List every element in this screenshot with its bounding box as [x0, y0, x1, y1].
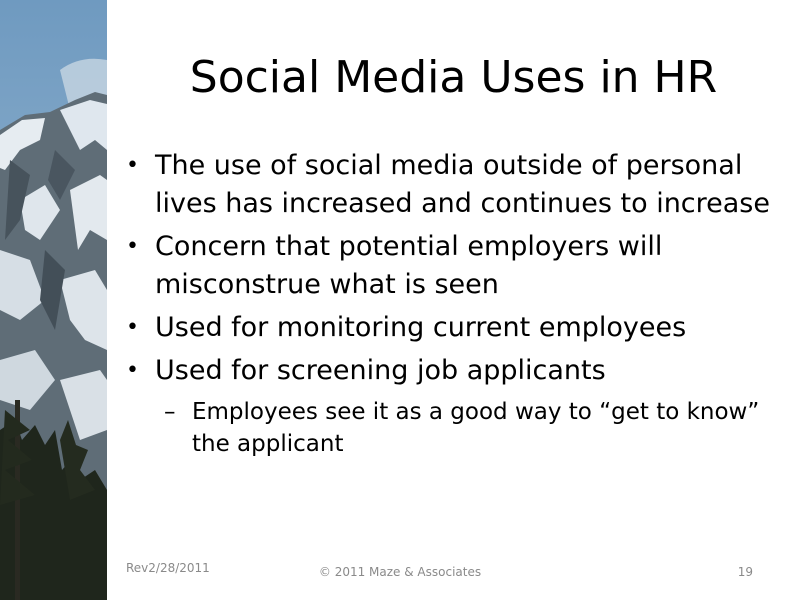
bullet-text: Used for screening job applicants: [155, 355, 606, 386]
bullet-marker: •: [126, 358, 139, 383]
footer-copyright: © 2011 Maze & Associates: [318, 565, 482, 579]
bullet-marker: •: [126, 315, 139, 340]
bullet-text: Used for monitoring current employees: [155, 312, 687, 343]
sub-bullet-marker: –: [164, 399, 176, 425]
sub-bullet-list: [155, 396, 776, 460]
bullet-marker: •: [126, 153, 139, 178]
bullet-item: [126, 147, 776, 223]
bullet-text: Concern that potential employers will misconstrue what is seen: [155, 231, 663, 300]
footer-date: Rev2/28/2011: [126, 561, 210, 575]
sub-bullet-item: [161, 396, 776, 460]
mountain-photo-illustration: [0, 0, 107, 600]
bullet-item: [126, 309, 776, 347]
bullet-list: [126, 147, 776, 465]
mountain-photo: [0, 0, 107, 600]
slide-title: Social Media Uses in HR: [189, 52, 718, 103]
bullet-marker: •: [126, 234, 139, 259]
bullet-item: [126, 352, 776, 460]
bullet-text: The use of social media outside of personal lives has increased and continues to increase: [155, 150, 770, 219]
sub-bullet-text: Employees see it as a good way to “get to know” the applicant: [192, 399, 760, 457]
bullet-item: [126, 228, 776, 304]
slide-number: 19: [737, 565, 753, 579]
